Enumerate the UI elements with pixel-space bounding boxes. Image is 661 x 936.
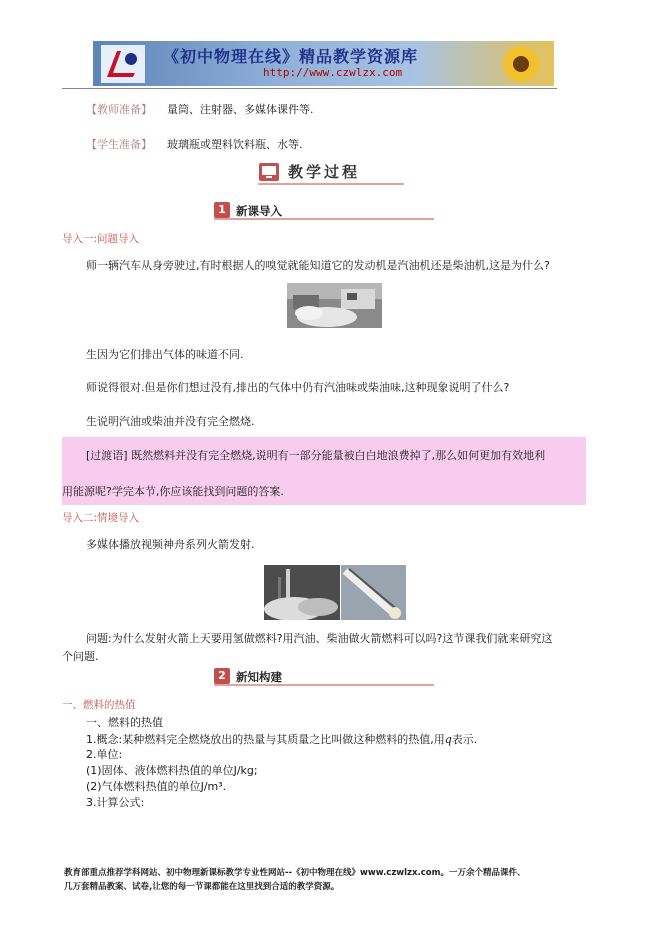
section2-title: 新知构建	[236, 670, 282, 684]
knowledge-item1	[86, 731, 477, 747]
knowledge-item2a: (1)固体、液体燃料热值的单位J/kg;	[86, 764, 258, 777]
intro1-heading: 导入一:问题导入	[62, 233, 140, 245]
intro2-text: 多媒体播放视频神舟系列火箭发射.	[86, 538, 255, 551]
process-title: 教学过程	[288, 163, 361, 181]
banner-title: 《初中物理在线》精品教学资源库	[163, 47, 419, 66]
monitor-icon	[258, 162, 280, 182]
knowledge-item2: 2.单位:	[86, 748, 123, 761]
footer-line1: 教育部重点推荐学科网站、初中物理新课标教学专业性网站--《初中物理在线》www.czwlzx.com。一万余个精品课件、	[64, 868, 526, 878]
intro1-answer2: 生说明汽油或柴油并没有完全燃烧.	[86, 415, 255, 428]
header-rule	[62, 88, 557, 89]
knowledge-item1-symbol: q	[444, 733, 452, 746]
process-heading	[258, 160, 404, 186]
banner-url[interactable]: http://www.czwlzx.com	[263, 66, 403, 79]
knowledge-subheading: 一、燃料的热值	[86, 716, 163, 729]
section1-badge: 1	[214, 202, 230, 218]
knowledge-item1-suffix: 表示.	[451, 733, 478, 746]
teacher-prep-text: 量筒、注射器、多媒体课件等.	[167, 103, 314, 116]
knowledge-item1-text: 1.概念:某种燃料完全燃烧放出的热量与其质量之比叫做这种燃料的热值,用	[86, 733, 445, 746]
header-banner	[93, 41, 554, 86]
site-logo-icon	[101, 45, 145, 83]
knowledge-item2b: (2)气体燃料热值的单位J/m³.	[86, 780, 227, 793]
intro2-heading: 导入二:情境导入	[62, 512, 140, 524]
section1-title: 新课导入	[236, 204, 282, 218]
car-exhaust-photo	[287, 283, 382, 328]
rocket-launch-photo	[264, 565, 340, 620]
footer-line2: 几万套精品教案、试卷,让您的每一节课都能在这里找到合适的教学资源。	[64, 882, 340, 892]
knowledge-heading: 一、燃料的热值	[62, 699, 136, 711]
sunflower-icon	[498, 43, 544, 85]
rocket-flight-photo	[341, 565, 406, 620]
process-underline	[258, 183, 404, 185]
transition-line2: 用能源呢?学完本节,你应该能找到问题的答案.	[62, 485, 284, 498]
student-prep-text: 玻璃瓶或塑料饮料瓶、水等.	[167, 138, 303, 151]
intro1-answer1: 生因为它们排出气体的味道不同.	[86, 348, 244, 361]
section2-underline	[214, 684, 434, 686]
section1-underline	[214, 218, 434, 220]
intro2-question-line2: 个问题.	[62, 650, 99, 663]
knowledge-item3: 3.计算公式:	[86, 796, 145, 809]
section2-badge: 2	[214, 668, 230, 684]
transition-line1: [过渡语] 既然燃料并没有完全燃烧,说明有一部分能量被白白地浪费掉了,那么如何更加有效地利	[86, 449, 546, 462]
teacher-prep-label: 【教师准备】	[86, 103, 152, 116]
intro1-question1: 师一辆汽车从身旁驶过,有时根据人的嗅觉就能知道它的发动机是汽油机还是柴油机,这是为什么?	[86, 259, 550, 272]
intro1-question2: 师说得很对.但是你们想过没有,排出的气体中仍有汽油味或柴油味,这种现象说明了什么?	[86, 381, 510, 394]
student-prep-label: 【学生准备】	[86, 138, 152, 151]
intro2-question-line1: 问题:为什么发射火箭上天要用氢做燃料?用汽油、柴油做火箭燃料可以吗?这节课我们就来研究这	[86, 632, 553, 645]
